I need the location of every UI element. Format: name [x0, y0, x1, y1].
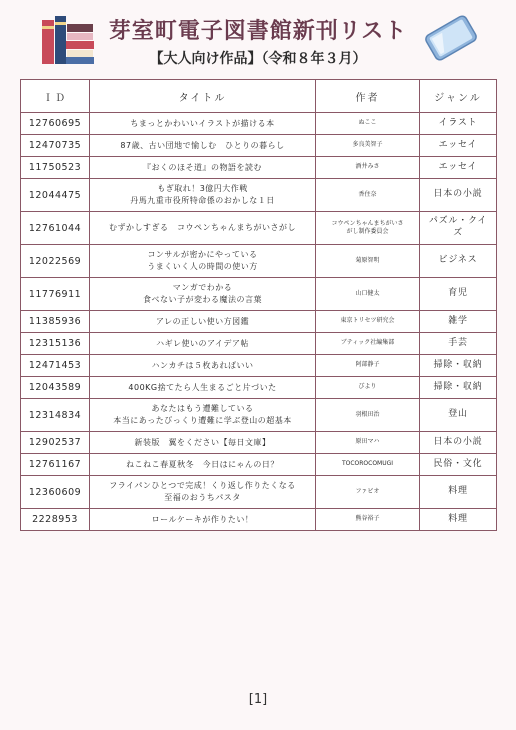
book-genre: 料理 [420, 476, 497, 509]
book-title: コンサルが密かにやっている うまくいく人の時間の使い方 [90, 245, 316, 278]
book-title: あなたはもう遭難している 本当にあったびっくり遭難に学ぶ登山の超基本 [90, 399, 316, 432]
book-genre: 育児 [420, 278, 497, 311]
new-books-table [20, 79, 497, 531]
page-title: 芽室町電子図書館新刊リスト [108, 19, 408, 44]
column-header-author: 作者 [316, 80, 420, 113]
book-genre: 民俗・文化 [420, 454, 497, 476]
book-genre: パズル・クイ ズ [420, 212, 497, 245]
book-genre: イラスト [420, 113, 497, 135]
book-genre: 掃除・収納 [420, 355, 497, 377]
book-title: むずかしすぎる コウペンちゃんまちがいさがし [90, 212, 316, 245]
book-genre: 日本の小説 [420, 179, 497, 212]
book-author: 香住奈 [316, 179, 420, 212]
book-author: コウペンちゃんまちがいさ がし制作委員会 [316, 212, 420, 245]
book-id: 12761167 [21, 454, 90, 476]
book-id: 12314834 [21, 399, 90, 432]
book-title: フライパンひとつで完成！くり返し作りたくなる 至福のおうちパスタ [90, 476, 316, 509]
table-row [21, 355, 497, 377]
book-author: 菊原智明 [316, 245, 420, 278]
book-title: アレの正しい使い方図鑑 [90, 311, 316, 333]
book-author: 原田マハ [316, 432, 420, 454]
table-row [21, 476, 497, 509]
book-id: 12315136 [21, 333, 90, 355]
book-author: 山口健太 [316, 278, 420, 311]
book-author: 熊谷裕子 [316, 509, 420, 531]
table-row [21, 333, 497, 355]
table-row [21, 179, 497, 212]
book-genre: 雑学 [420, 311, 497, 333]
book-id: 12760695 [21, 113, 90, 135]
book-genre: 手芸 [420, 333, 497, 355]
book-title: マンガでわかる 食べない子が変わる魔法の言葉 [90, 278, 316, 311]
book-title: 『おくのほそ道』の物語を読む [90, 157, 316, 179]
book-title: 400KG捨てたら人生まるごと片づいた [90, 377, 316, 399]
book-title: 新装版 翼をください【毎日文庫】 [90, 432, 316, 454]
table-row [21, 454, 497, 476]
book-id: 12761044 [21, 212, 90, 245]
book-author: ファビオ [316, 476, 420, 509]
book-author: TOCOROCOMUGI [316, 454, 420, 476]
book-id: 12043589 [21, 377, 90, 399]
book-id: 11385936 [21, 311, 90, 333]
book-title: ロールケーキが作りたい！ [90, 509, 316, 531]
book-title: もぎ取れ！3億円大作戦 丹馬九重市役所特命係のおかしな１日 [90, 179, 316, 212]
book-author: びより [316, 377, 420, 399]
book-author: 酒井みさ [316, 157, 420, 179]
book-author: ぬここ [316, 113, 420, 135]
book-title: ハンカチは５枚あればいい [90, 355, 316, 377]
table-row [21, 509, 497, 531]
book-genre: ビジネス [420, 245, 497, 278]
column-header-title: タイトル [90, 80, 316, 113]
book-genre: エッセイ [420, 135, 497, 157]
book-genre: 掃除・収納 [420, 377, 497, 399]
page-number: [1] [248, 692, 268, 707]
book-title: ちまっとかわいいイラストが描ける本 [90, 113, 316, 135]
book-author: 東京トリセツ研究会 [316, 311, 420, 333]
book-author: 多良美智子 [316, 135, 420, 157]
book-author: 羽根田治 [316, 399, 420, 432]
table-row [21, 135, 497, 157]
book-author: 阿部静子 [316, 355, 420, 377]
table-row [21, 212, 497, 245]
book-id: 11750523 [21, 157, 90, 179]
book-title: ハギレ使いのアイデア帖 [90, 333, 316, 355]
book-genre: エッセイ [420, 157, 497, 179]
column-header-id: ＩＤ [21, 80, 90, 113]
table-header-row [21, 80, 497, 113]
table-row [21, 113, 497, 135]
book-genre: 登山 [420, 399, 497, 432]
book-id: 12022569 [21, 245, 90, 278]
table-row [21, 311, 497, 333]
table-row [21, 245, 497, 278]
book-id: 11776911 [21, 278, 90, 311]
table-row [21, 399, 497, 432]
book-id: 12902537 [21, 432, 90, 454]
table-row [21, 278, 497, 311]
book-id: 12471453 [21, 355, 90, 377]
book-genre: 料理 [420, 509, 497, 531]
book-id: 12470735 [21, 135, 90, 157]
table-row [21, 432, 497, 454]
table-row [21, 377, 497, 399]
book-id: 12044475 [21, 179, 90, 212]
book-genre: 日本の小説 [420, 432, 497, 454]
smartphone-icon [420, 10, 482, 66]
book-title: ねこねこ春夏秋冬 今日はにゃんの日？ [90, 454, 316, 476]
column-header-genre: ジャンル [420, 80, 497, 113]
page-subtitle: 【大人向け作品】（令和８年３月） [149, 51, 367, 67]
table-row [21, 157, 497, 179]
book-id: 12360609 [21, 476, 90, 509]
book-id: 2228953 [21, 509, 90, 531]
book-author: ブティック社編集部 [316, 333, 420, 355]
book-title: 87歳、古い団地で愉しむ ひとりの暮らし [90, 135, 316, 157]
